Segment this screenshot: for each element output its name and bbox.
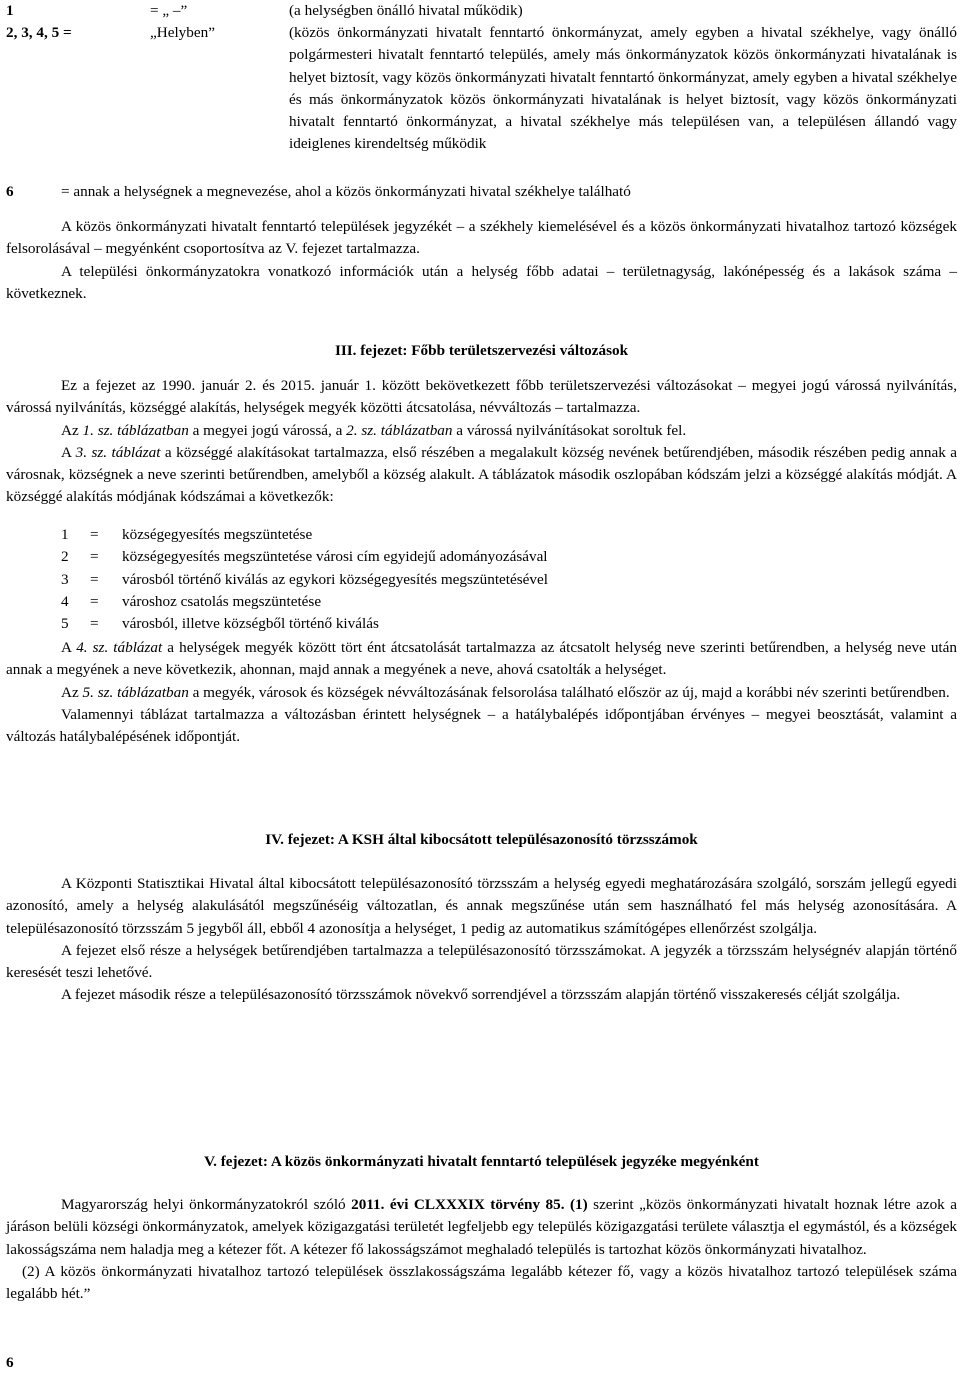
- section-title: III. fejezet: Főbb területszervezési változások: [334, 342, 629, 359]
- page-number: 6: [6, 1354, 14, 1371]
- paragraph: Az 1. sz. táblázatban a megyei jogú várossá, a 2. sz. táblázatban a várossá nyilvánításokat soroltuk fel.: [61, 421, 687, 439]
- section-title: IV. fejezet: A KSH által kibocsátott településazonosító törzsszámok: [265, 831, 698, 848]
- paragraph: Magyarország helyi önkormányzatokról szóló 2011. évi CLXXXIX törvény 85. (1) szerint „közös önkormányzati hivatalt hoznak létre azok a járáson belüli községi önkormányzatok, amelyek közigazgatási területét legfeljebb egy település közigazgatási területe választja el egymástól, és a községek lakosságszáma nem haladja meg a kétezer főt. A kétezer fő lakosságszámot meghaladó település is tartozhat közös önkormányzati hivatalhoz.: [6, 1196, 957, 1258]
- paragraph: A fejezet második része a településazonosító törzsszámok növekvő sorrendjével a törzsszám alapján történő visszakeresés célját szolgálja.: [61, 986, 901, 1004]
- paragraph: Az 5. sz. táblázatban a megyék, városok és községek névváltozásának felsorolása található először az új, majd a korábbi név szerinti betűrendben.: [61, 683, 950, 701]
- paragraph: A Központi Statisztikai Hivatal által kibocsátott településazonosító törzsszám a helység egyedi meghatározására szolgáló, sorszám jellegű egyedi azonosító, amely a helység alakulásától megszűnéséig változatlan, és annak megszűnése után sem használható fel más helység azonosítására. A településazonosító törzsszám 5 jegyből áll, ebből 4 azonosítja a helységet, 1 pedig az automatikus számítógépes ellenőrzést szolgálja.: [6, 875, 957, 937]
- code-list: [6, 524, 957, 635]
- paragraph: (2) A közös önkormányzati hivatalhoz tartozó települések összlakosságszáma legalább kétezer fő, vagy a közös hivatalhoz tartozó települések száma legalább hét.”: [6, 1262, 957, 1303]
- legend-desc: (a helységben önálló hivatal működik): [289, 2, 523, 19]
- list-item: 5 = városból, illetve községből történő kiválás: [61, 615, 379, 633]
- legend-desc: = annak a helységnek a megnevezése, ahol a közös önkormányzati hivatal székhelye található: [61, 183, 631, 200]
- legend-value: = „ –”: [150, 2, 188, 19]
- list-item: 4 = városhoz csatolás megszüntetése: [61, 592, 322, 610]
- list-item: 3 = városból történő kiválás az egykori községegyesítés megszüntetésével: [61, 570, 548, 588]
- legend-desc: (közös önkormányzati hivatalt fenntartó önkormányzat, amely egyben a hivatal székhelye, vagy önálló polgármesteri hivatalt fenntartó település, amely más önkormányzatok közös önkormányzati hivatalának is helyet biztosít, vagy közös önkormányzati hivatalt fenntartó önkormányzat, amely egyben a hivatal székhelye és más önkormányzatok közös önkormányzati hivatalának is helyet biztosít, vagy közös önkormányzati hivatalt fenntartó önkormányzat, a hivatal székhelye más településen van, a településen állandó vagy ideiglenes kirendeltség működik: [289, 24, 957, 153]
- legend-row-1: [6, 0, 957, 22]
- legend-value: „Helyben”: [150, 24, 215, 41]
- paragraph: Ez a fejezet az 1990. január 2. és 2015. január 1. között bekövetkezett főbb területszervezési változásokat – megyei jogú várossá nyilvánítás, várossá nyilvánítás, községgé alakítás, helységek megyék közötti átcsatolása, névváltozás – tartalmazza.: [6, 377, 957, 417]
- legend-code: 1: [6, 2, 14, 19]
- paragraph: A 4. sz. táblázat a helységek megyék között tört ént átcsatolását tartalmazza az átcsatolt helység neve szerinti betűrendben, a helység neve után annak a megyének a neve következik, ahonnan, majd annak a megyének a neve, ahová csatolták a helységet.: [6, 639, 957, 679]
- legend-code: 2, 3, 4, 5 =: [6, 24, 72, 41]
- section-title: V. fejezet: A közös önkormányzati hivatalt fenntartó települések jegyzéke megyénként: [204, 1153, 759, 1170]
- legend-row-2: [6, 22, 957, 156]
- list-item: 2 = községegyesítés megszüntetése városi cím egyidejű adományozásával: [61, 548, 548, 566]
- list-item: 1 = községegyesítés megszüntetése: [61, 526, 313, 543]
- legend-code: 6: [6, 183, 14, 200]
- intro-paragraph: A települési önkormányzatokra vonatkozó információk után a helység főbb adatai – területnagyság, lakónépesség és a lakások száma – következnek.: [6, 262, 957, 302]
- paragraph: Valamennyi táblázat tartalmazza a változásban érintett helységnek – a hatálybalépés időpontjában érvényes – megyei beosztását, valamint a változás hatálybalépésének időpontját.: [6, 705, 957, 746]
- paragraph: A 3. sz. táblázat a községgé alakításokat tartalmazza, első részében a megalakult község nevének betűrendjében, második részében pedig annak a városnak, községnek a neve szerinti betűrendben, amelyből a község alakult. A táblázatok második oszlopában kódszám jelzi a községgé alakítás módját. A községgé alakítás módjának kódszámai a következők:: [6, 443, 958, 506]
- intro-paragraph: A közös önkormányzati hivatalt fenntartó települések jegyzékét – a székhely kiemelésével és a közös önkormányzati hivatalhoz tartozó községek felsorolásával – megyénként csoportosítva az V. fejezet tartalmazza.: [6, 218, 957, 258]
- paragraph: A fejezet első része a helységek betűrendjében tartalmazza a településazonosító törzsszámokat. A jegyzék a törzsszám helységnév alapján történő keresését teszi lehetővé.: [6, 941, 957, 982]
